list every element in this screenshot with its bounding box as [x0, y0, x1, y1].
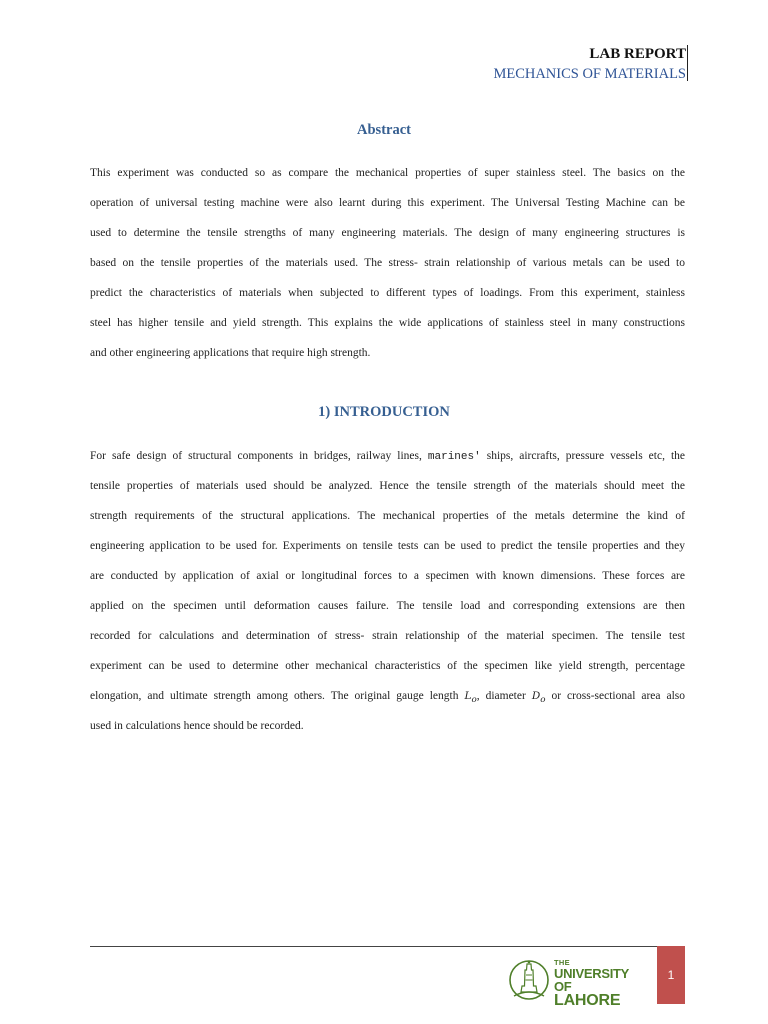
abstract-line: This experiment was conducted so as compare the mechanical properties of super stainless steel. The basics on the — [90, 167, 685, 179]
intro-line — [90, 681, 685, 711]
introduction-paragraph — [90, 441, 685, 741]
math-subscript: o — [471, 695, 477, 706]
intro-line: applied on the specimen until deformation causes failure. The tensile load and corresponding extensions are then — [90, 600, 685, 612]
math-subscript: o — [540, 695, 546, 706]
page-header — [493, 44, 686, 84]
intro-text: For safe design of structural components in bridges, railway lines, — [90, 450, 422, 462]
abstract-line: used to determine the tensile strengths of many engineering materials. The design of many engineering structures is — [90, 227, 685, 239]
page-number: 1 — [667, 968, 675, 982]
report-subtitle: MECHANICS OF MATERIALS — [493, 66, 686, 82]
abstract-line: based on the tensile properties of the materials used. The stress- strain relationship of various metals can be used to — [90, 257, 685, 269]
university-logo — [508, 958, 648, 1009]
intro-line: tensile properties of materials used should be analyzed. Hence the tensile strength of the materials should meet the — [90, 480, 685, 492]
intro-line: experiment can be used to determine other mechanical characteristics of the specimen like yield strength, percentage — [90, 660, 685, 672]
abstract-line: operation of universal testing machine were also learnt during this experiment. The Universal Testing Machine can be — [90, 197, 685, 209]
abstract-line: and other engineering applications that require high strength. — [90, 347, 371, 359]
diameter-symbol — [531, 690, 546, 706]
report-title: LAB REPORT — [589, 46, 686, 62]
logo-wordmark — [554, 959, 648, 1009]
intro-line: engineering application to be used for. Experiments on tensile tests can be used to predict the tensile properties and they — [90, 540, 685, 552]
minar-icon — [508, 958, 550, 1002]
header-divider — [687, 45, 688, 81]
math-letter: L — [464, 690, 472, 702]
intro-line: strength requirements of the structural applications. The mechanical properties of the metals determine the kind of — [90, 510, 685, 522]
abstract-line: predict the characteristics of materials when subjected to different types of loadings. From this experiment, stainless — [90, 287, 685, 299]
intro-text: elongation, and ultimate strength among others. The original gauge length — [90, 690, 459, 702]
abstract-paragraph — [90, 158, 685, 368]
intro-line — [90, 441, 685, 471]
intro-line: recorded for calculations and determination of stress- strain relationship of the material specimen. The tensile test — [90, 630, 685, 642]
intro-mono-word: marines' — [427, 451, 481, 463]
logo-lahore: LAHORE — [554, 991, 621, 1009]
intro-line: used in calculations hence should be recorded. — [90, 720, 304, 732]
logo-university: UNIVERSITY OF — [554, 965, 629, 994]
introduction-heading: 1) INTRODUCTION — [318, 404, 450, 420]
gauge-length-symbol — [464, 690, 477, 706]
math-letter: D — [531, 690, 541, 702]
abstract-line: steel has higher tensile and yield strength. This explains the wide applications of stainless steel in many constructions — [90, 317, 685, 329]
page-number-badge — [657, 946, 685, 1004]
intro-line: are conducted by application of axial or longitudinal forces to a specimen with known dimensions. These forces are — [90, 570, 685, 582]
logo-the: THE — [554, 958, 570, 967]
intro-text: ships, aircrafts, pressure vessels etc, the — [486, 450, 686, 462]
intro-text: or cross-sectional area also — [551, 690, 686, 702]
footer-divider — [90, 946, 657, 947]
intro-text: , diameter — [476, 690, 526, 702]
abstract-heading: Abstract — [357, 122, 411, 138]
